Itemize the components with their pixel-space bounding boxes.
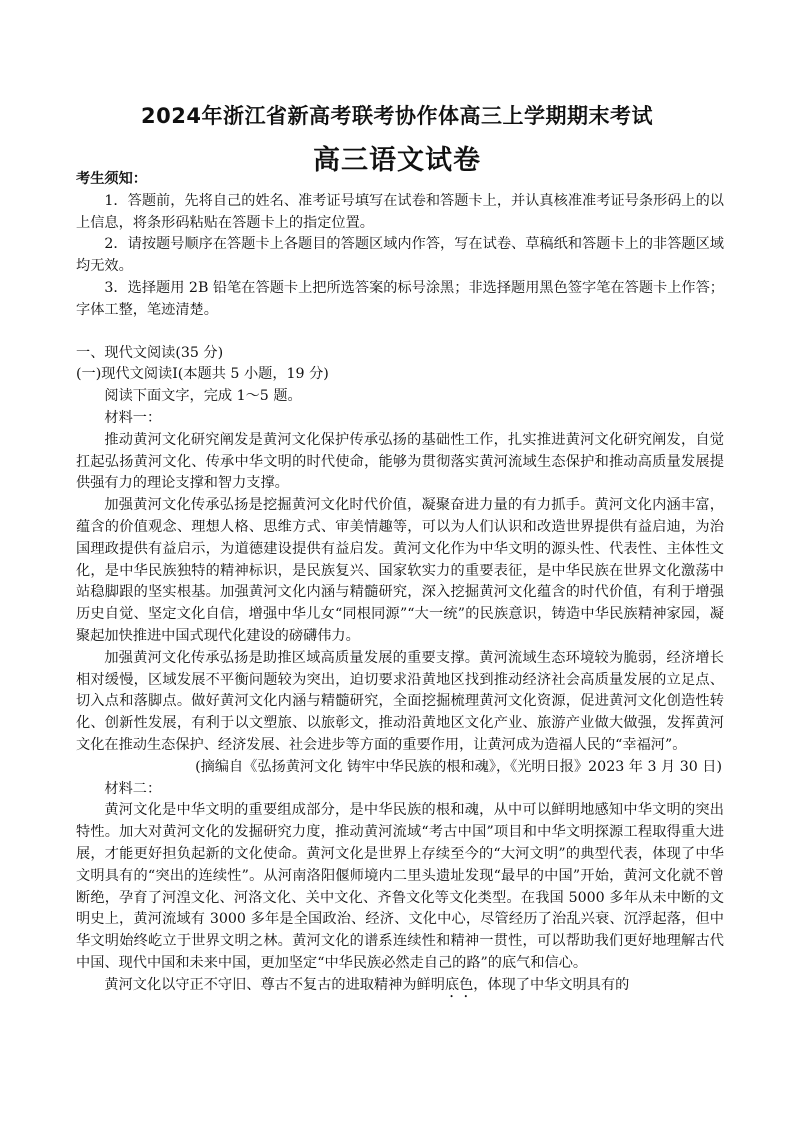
material1-paragraph-2: 加强黄河文化传承弘扬是挖掘黄河文化时代价值，凝聚奋进力量的有力抓手。黄河文化内涵丰富，蕴含的价值观念、理想人格、思维方式、审美情趣等，可以为人们认识和改造世界提供有益启迪，为治国理政提供有益启示，为道德建设提供有益启发。黄河文化作为中华文明的源头性、代表性、主体性文化，是中华民族独特的精神标识，是民族复兴、国家软实力的重要表征，是中华民族在世界文化激荡中站稳脚跟的坚实根基。加强黄河文化内涵与精髓研究，深入挖掘黄河文化蕴含的时代价值，有利于增强历史自觉、坚定文化自信，增强中华儿女“同根同源”“大一统”的民族意识，铸造中华民族精神家园，凝聚起加快推进中国式现代化建设的磅礴伟力。: [76, 497, 724, 644]
notice-item-1: 1．答题前，先将自己的姓名、准考证号填写在试卷和答题卡上，并认真核准准考证号条形码上的以上信息，将条形码粘贴在答题卡上的指定位置。: [76, 192, 724, 231]
notice-item-3: 3．选择题用 2B 铅笔在答题卡上把所选答案的标号涂黑；非选择题用黑色签字笔在答题卡上作答；字体工整，笔迹清楚。: [76, 279, 724, 318]
material1-label: 材料一：: [104, 409, 162, 426]
notice-heading: 考生须知：: [76, 171, 147, 187]
exam-subtitle: 高三语文试卷: [313, 145, 481, 176]
spacer: [76, 322, 724, 343]
notice-item-2: 2．请按题号顺序在答题卡上各题目的答题区域内作答，写在试卷、草稿纸和答题卡上的非答题区域均无效。: [76, 236, 724, 275]
material2-label: 材料二：: [104, 780, 162, 797]
material1-source: (摘编自《弘扬黄河文化 铸牢中华民族的根和魂》，《光明日报》2023 年 3 月 30 日): [195, 758, 722, 775]
exam-title: 2024年浙江省新高考联考协作体高三上学期期末考试: [141, 104, 653, 128]
material2-last-line: [76, 975, 724, 1001]
reading-instruction: 阅读下面文字，完成 1～5 题。: [104, 388, 302, 405]
material1-paragraph-3: 加强黄河文化传承弘扬是助推区域高质量发展的重要支撑。黄河流域生态环境较为脆弱，经济增长相对缓慢，区域发展不平衡问题较为突出，迫切要求沿黄地区找到推动经济社会高质量发展的立足点、切入点和落脚点。做好黄河文化内涵与精髓研究，全面挖掘梳理黄河文化资源，促进黄河文化创造性转化、创新性发展，有利于以文塑旅、以旅彰文，推动沿黄地区文化产业、旅游产业做大做强，发挥黄河文化在推动生态保护、经济发展、社会进步等方面的重要作用，让黄河成为造福人民的“幸福河”。: [76, 649, 724, 753]
last-line-end: ，体现了中华文明具有的: [473, 976, 630, 993]
last-line-start: 黄河文化以守正不守旧、尊古不复古的进取精神为鲜明: [104, 976, 445, 993]
material1-paragraph-1: 推动黄河文化研究阐发是黄河文化保护传承弘扬的基础性工作，扎实推进黄河文化研究阐发，自觉扛起弘扬黄河文化、传承中华文明的时代使命，能够为贯彻落实黄河流域生态保护和推动高质量发展提供强有力的理论支撑和智力支撑。: [76, 431, 724, 492]
sub-title: (一)现代文阅读Ⅰ(本题共 5 小题，19 分): [76, 366, 329, 383]
part-title: 一、现代文阅读(35 分): [76, 344, 224, 361]
material2-paragraph-1: 黄河文化是中华文明的重要组成部分，是中华民族的根和魂，从中可以鲜明地感知中华文明的突出特性。加大对黄河文化的发掘研究力度，推动黄河流域“考古中国”项目和中华文明探源工程取得重大进展，才能更好担负起新的文化使命。黄河文化是世界上存续至今的“大河文明”的典型代表，体现了中华文明具有的“突出的连续性”。从河南洛阳偃师境内二里头遗址发现“最早的中国”开始，黄河文化就不曾断绝，孕育了河湟文化、河洛文化、关中文化、齐鲁文化等文化类型。在我国 5000 多年从未中断的文明史上，黄河流域有 3000 多年是全国政治、经济、文化中心，尽管经历了治乱兴衰、沉浮起落，但中华文明始终屹立于世界文明之林。黄河文化的谱系连续性和精神一贯性，可以帮助我们更好地理解古代中国、现代中国和未来中国，更加坚定“中华民族必然走自己的路”的底气和信心。: [76, 802, 724, 971]
exam-body: [76, 169, 724, 1001]
emphasized-word: 底色: [444, 976, 474, 993]
